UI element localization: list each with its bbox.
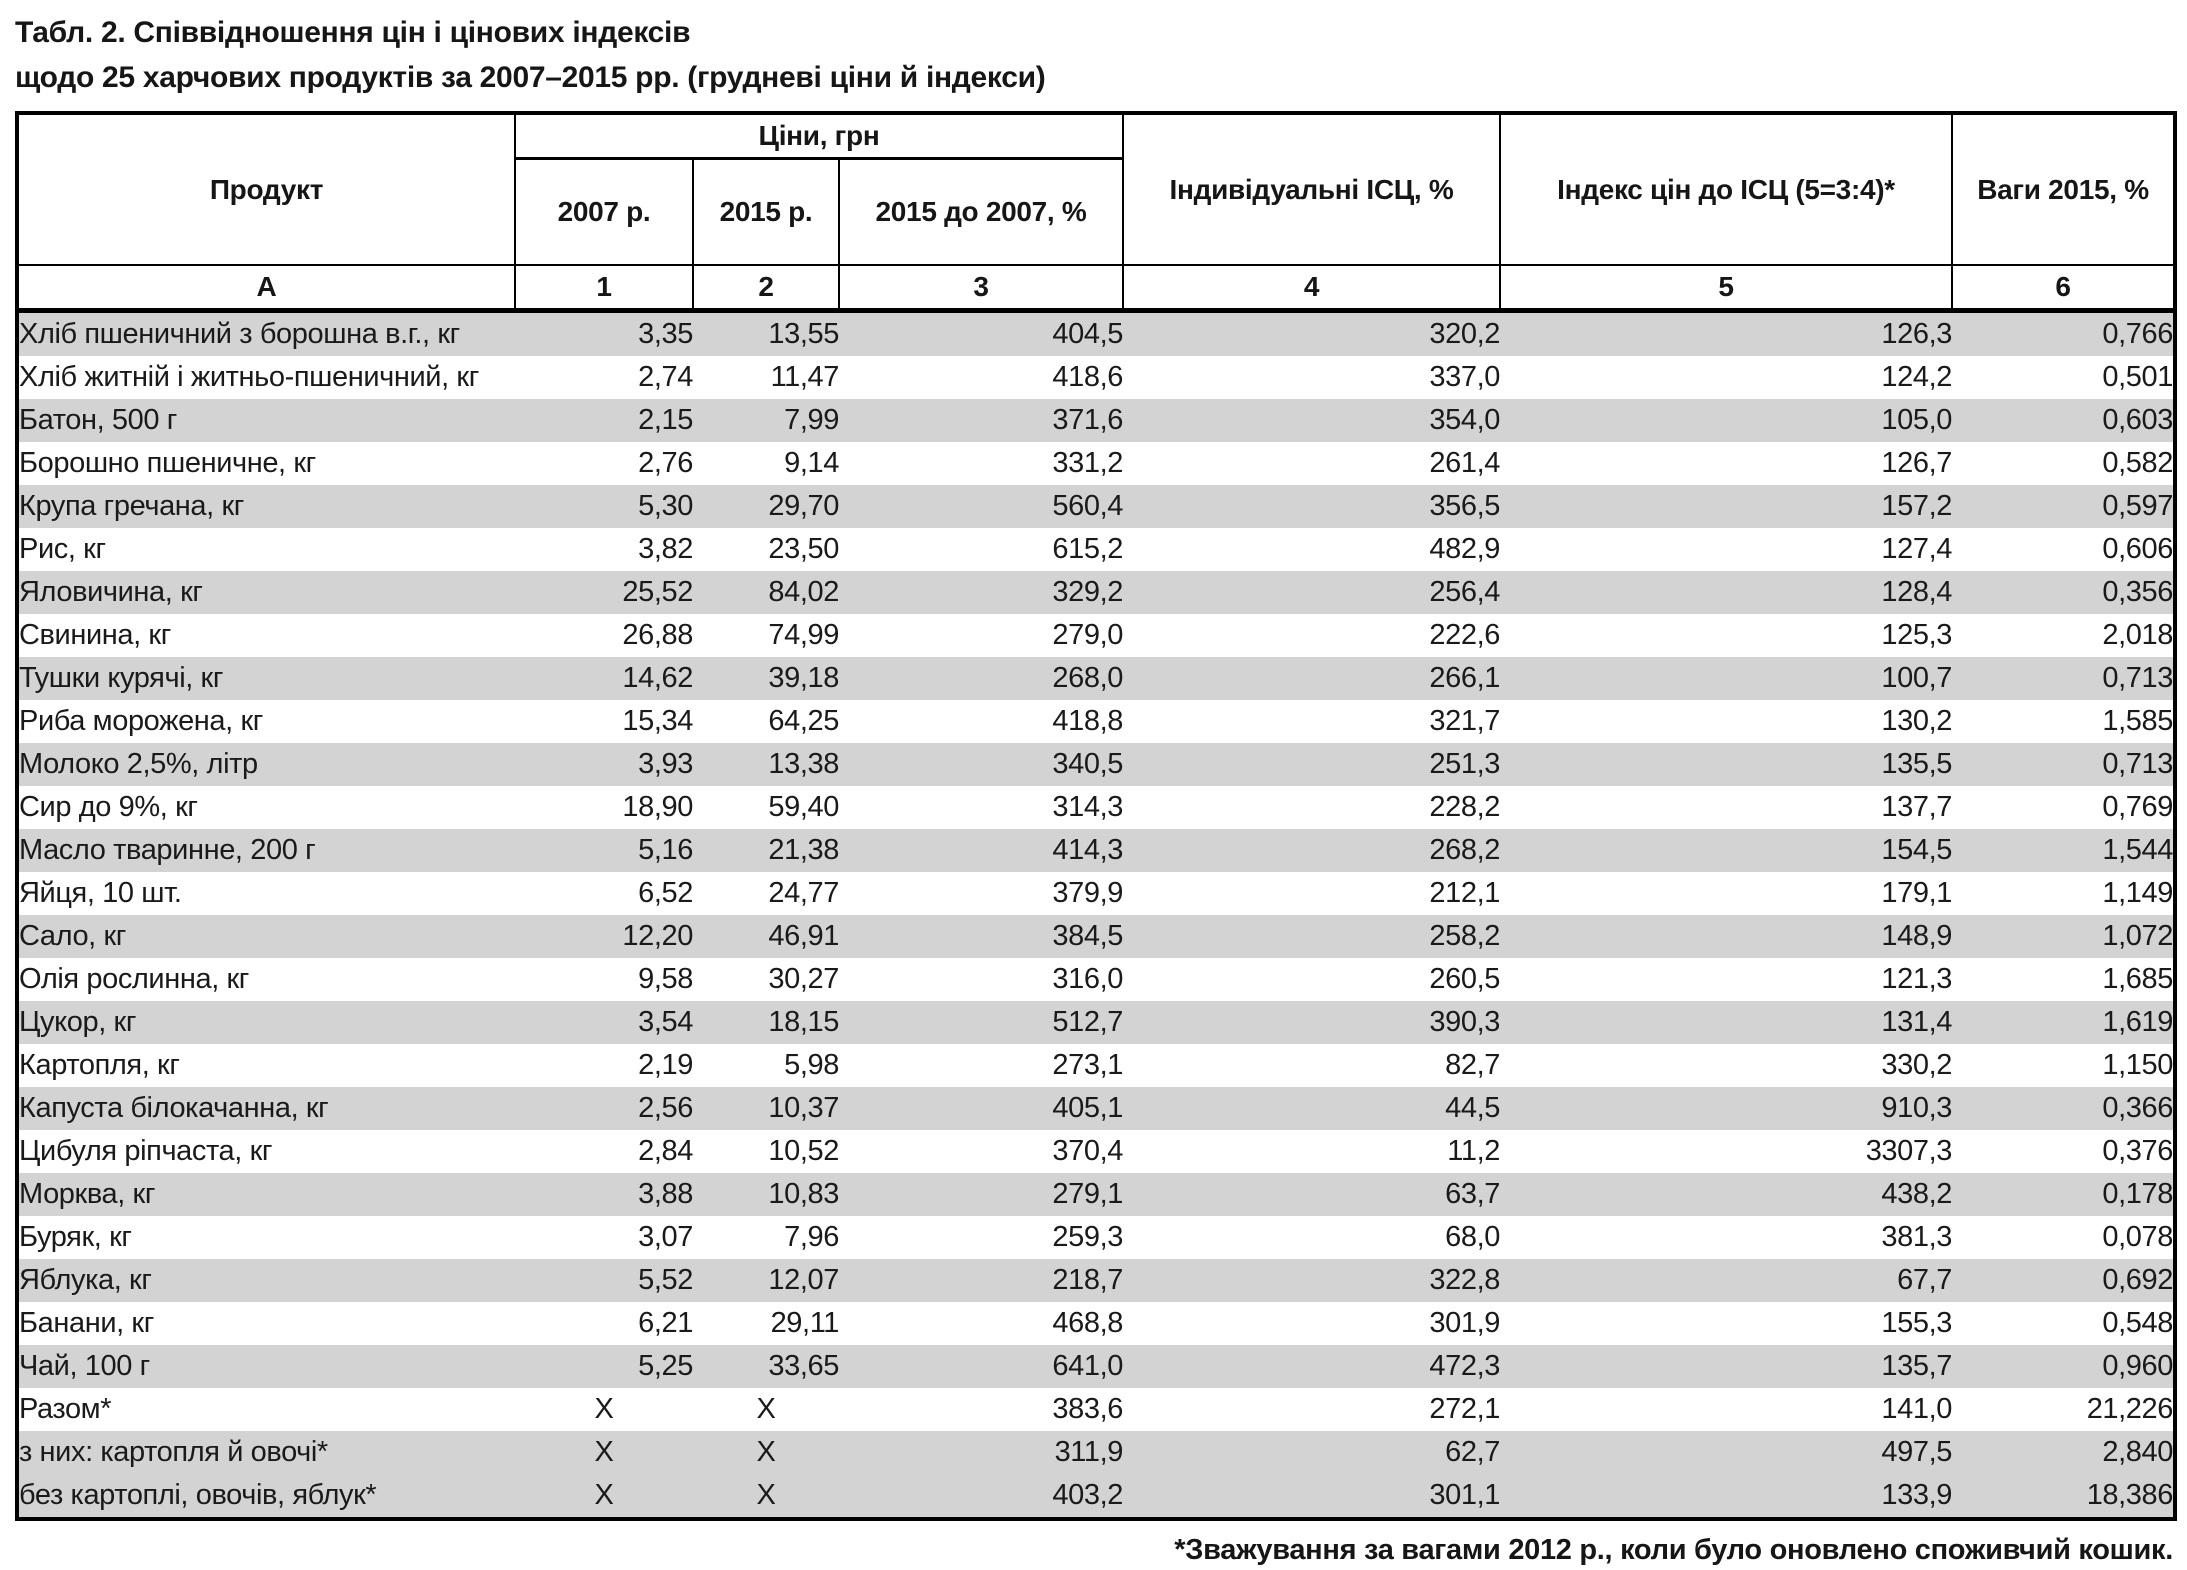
- value-cell: 0,582: [1952, 442, 2175, 485]
- value-cell: 130,2: [1500, 700, 1952, 743]
- value-cell: 6,21: [515, 1302, 693, 1345]
- value-cell: 13,38: [693, 743, 839, 786]
- table-row: [17, 1130, 2175, 1173]
- header-price-2015: 2015 р.: [693, 159, 839, 266]
- header-prices-group: Ціни, грн: [515, 113, 1123, 159]
- table-row: [17, 442, 2175, 485]
- column-index-4: 4: [1123, 265, 1500, 311]
- product-cell: Борошно пшеничне, кг: [17, 442, 515, 485]
- value-cell: 148,9: [1500, 915, 1952, 958]
- value-cell: 9,14: [693, 442, 839, 485]
- footnote: *Зважування за вагами 2012 р., коли було оновлено споживчий кошик.: [1174, 1534, 2173, 1566]
- value-cell: 7,96: [693, 1216, 839, 1259]
- value-cell: 0,501: [1952, 356, 2175, 399]
- column-index-3: 3: [839, 265, 1123, 311]
- value-cell: 12,07: [693, 1259, 839, 1302]
- value-cell: 154,5: [1500, 829, 1952, 872]
- product-cell: Разом*: [17, 1388, 515, 1431]
- value-cell: 1,072: [1952, 915, 2175, 958]
- value-cell: 63,7: [1123, 1173, 1500, 1216]
- value-cell: 472,3: [1123, 1345, 1500, 1388]
- value-cell: 0,603: [1952, 399, 2175, 442]
- value-cell: 266,1: [1123, 657, 1500, 700]
- value-cell: 12,20: [515, 915, 693, 958]
- value-cell: 405,1: [839, 1087, 1123, 1130]
- value-cell: 29,70: [693, 485, 839, 528]
- table-row: [17, 743, 2175, 786]
- value-cell: 512,7: [839, 1001, 1123, 1044]
- column-index-5: 5: [1500, 265, 1952, 311]
- value-cell: 228,2: [1123, 786, 1500, 829]
- table-row: [17, 1345, 2175, 1388]
- column-index-a: А: [17, 265, 515, 311]
- value-cell: 497,5: [1500, 1431, 1952, 1474]
- table-row: [17, 1173, 2175, 1216]
- value-cell: 314,3: [839, 786, 1123, 829]
- product-cell: Яблука, кг: [17, 1259, 515, 1302]
- product-cell: без картоплі, овочів, яблук*: [17, 1474, 515, 1519]
- table-row: [17, 915, 2175, 958]
- value-cell: 5,30: [515, 485, 693, 528]
- value-cell: 128,4: [1500, 571, 1952, 614]
- value-cell: 131,4: [1500, 1001, 1952, 1044]
- value-cell: 30,27: [693, 958, 839, 1001]
- header-row-column-index: [17, 265, 2175, 311]
- table-row: [17, 1302, 2175, 1345]
- value-cell: 1,619: [1952, 1001, 2175, 1044]
- value-cell: 10,37: [693, 1087, 839, 1130]
- table-row: [17, 1216, 2175, 1259]
- value-cell: 5,98: [693, 1044, 839, 1087]
- value-cell: 126,7: [1500, 442, 1952, 485]
- product-cell: Цукор, кг: [17, 1001, 515, 1044]
- value-cell: 0,766: [1952, 311, 2175, 357]
- value-cell: 482,9: [1123, 528, 1500, 571]
- value-cell: Х: [693, 1388, 839, 1431]
- value-cell: 0,692: [1952, 1259, 2175, 1302]
- table-row: [17, 485, 2175, 528]
- value-cell: 5,52: [515, 1259, 693, 1302]
- table-row: [17, 700, 2175, 743]
- value-cell: 155,3: [1500, 1302, 1952, 1345]
- value-cell: 418,8: [839, 700, 1123, 743]
- product-cell: Батон, 500 г: [17, 399, 515, 442]
- value-cell: 25,52: [515, 571, 693, 614]
- value-cell: 615,2: [839, 528, 1123, 571]
- value-cell: Х: [515, 1388, 693, 1431]
- product-cell: Рис, кг: [17, 528, 515, 571]
- value-cell: 33,65: [693, 1345, 839, 1388]
- value-cell: 329,2: [839, 571, 1123, 614]
- value-cell: 46,91: [693, 915, 839, 958]
- value-cell: 7,99: [693, 399, 839, 442]
- column-index-2: 2: [693, 265, 839, 311]
- table-row: [17, 958, 2175, 1001]
- value-cell: 261,4: [1123, 442, 1500, 485]
- value-cell: 560,4: [839, 485, 1123, 528]
- title-line-1: Табл. 2. Співвідношення цін і цінових індексів: [15, 16, 691, 49]
- value-cell: 105,0: [1500, 399, 1952, 442]
- table-row: [17, 1087, 2175, 1130]
- value-cell: 390,3: [1123, 1001, 1500, 1044]
- title-line-2: щодо 25 харчових продуктів за 2007–2015 рр. (грудневі ціни й індекси): [15, 61, 1046, 94]
- value-cell: 268,2: [1123, 829, 1500, 872]
- value-cell: 340,5: [839, 743, 1123, 786]
- value-cell: 301,9: [1123, 1302, 1500, 1345]
- table-row: [17, 614, 2175, 657]
- value-cell: 18,90: [515, 786, 693, 829]
- value-cell: 251,3: [1123, 743, 1500, 786]
- value-cell: 21,226: [1952, 1388, 2175, 1431]
- value-cell: Х: [693, 1474, 839, 1519]
- value-cell: 3307,3: [1500, 1130, 1952, 1173]
- header-product: Продукт: [17, 113, 515, 265]
- value-cell: 124,2: [1500, 356, 1952, 399]
- value-cell: Х: [693, 1431, 839, 1474]
- product-cell: Буряк, кг: [17, 1216, 515, 1259]
- product-cell: Молоко 2,5%, літр: [17, 743, 515, 786]
- product-cell: Хліб пшеничний з борошна в.г., кг: [17, 311, 515, 357]
- table-row: [17, 311, 2175, 357]
- value-cell: 0,606: [1952, 528, 2175, 571]
- value-cell: 2,19: [515, 1044, 693, 1087]
- value-cell: 26,88: [515, 614, 693, 657]
- value-cell: 44,5: [1123, 1087, 1500, 1130]
- value-cell: 3,54: [515, 1001, 693, 1044]
- value-cell: 910,3: [1500, 1087, 1952, 1130]
- table-body: [17, 311, 2175, 1520]
- value-cell: 64,25: [693, 700, 839, 743]
- value-cell: 18,386: [1952, 1474, 2175, 1519]
- value-cell: 10,52: [693, 1130, 839, 1173]
- product-cell: Картопля, кг: [17, 1044, 515, 1087]
- table-row: [17, 657, 2175, 700]
- value-cell: 218,7: [839, 1259, 1123, 1302]
- value-cell: 68,0: [1123, 1216, 1500, 1259]
- value-cell: 279,1: [839, 1173, 1123, 1216]
- product-cell: Хліб житній і житньо-пшеничний, кг: [17, 356, 515, 399]
- value-cell: 0,376: [1952, 1130, 2175, 1173]
- product-cell: Свинина, кг: [17, 614, 515, 657]
- table-row: [17, 1388, 2175, 1431]
- value-cell: 381,3: [1500, 1216, 1952, 1259]
- value-cell: 641,0: [839, 1345, 1123, 1388]
- product-cell: Сир до 9%, кг: [17, 786, 515, 829]
- table-row: [17, 872, 2175, 915]
- value-cell: 141,0: [1500, 1388, 1952, 1431]
- value-cell: 414,3: [839, 829, 1123, 872]
- value-cell: 135,5: [1500, 743, 1952, 786]
- value-cell: 137,7: [1500, 786, 1952, 829]
- value-cell: 14,62: [515, 657, 693, 700]
- value-cell: 2,018: [1952, 614, 2175, 657]
- value-cell: 256,4: [1123, 571, 1500, 614]
- value-cell: 62,7: [1123, 1431, 1500, 1474]
- table-row: [17, 1259, 2175, 1302]
- value-cell: 379,9: [839, 872, 1123, 915]
- product-cell: Чай, 100 г: [17, 1345, 515, 1388]
- value-cell: 126,3: [1500, 311, 1952, 357]
- value-cell: 0,597: [1952, 485, 2175, 528]
- value-cell: 5,25: [515, 1345, 693, 1388]
- value-cell: 3,35: [515, 311, 693, 357]
- value-cell: 0,078: [1952, 1216, 2175, 1259]
- table-row: [17, 399, 2175, 442]
- value-cell: 2,76: [515, 442, 693, 485]
- column-index-1: 1: [515, 265, 693, 311]
- value-cell: 337,0: [1123, 356, 1500, 399]
- value-cell: 2,56: [515, 1087, 693, 1130]
- product-cell: Цибуля ріпчаста, кг: [17, 1130, 515, 1173]
- value-cell: 74,99: [693, 614, 839, 657]
- value-cell: 59,40: [693, 786, 839, 829]
- value-cell: 383,6: [839, 1388, 1123, 1431]
- value-cell: 133,9: [1500, 1474, 1952, 1519]
- value-cell: 10,83: [693, 1173, 839, 1216]
- table-row: [17, 1044, 2175, 1087]
- value-cell: 311,9: [839, 1431, 1123, 1474]
- product-cell: Олія рослинна, кг: [17, 958, 515, 1001]
- value-cell: 301,1: [1123, 1474, 1500, 1519]
- value-cell: 0,178: [1952, 1173, 2175, 1216]
- table-row: [17, 786, 2175, 829]
- value-cell: 321,7: [1123, 700, 1500, 743]
- value-cell: 212,1: [1123, 872, 1500, 915]
- value-cell: 0,366: [1952, 1087, 2175, 1130]
- value-cell: 370,4: [839, 1130, 1123, 1173]
- value-cell: 259,3: [839, 1216, 1123, 1259]
- table-row: [17, 356, 2175, 399]
- value-cell: 1,585: [1952, 700, 2175, 743]
- header-ratio-2015-2007: 2015 до 2007, %: [839, 159, 1123, 266]
- value-cell: 179,1: [1500, 872, 1952, 915]
- value-cell: 125,3: [1500, 614, 1952, 657]
- value-cell: 331,2: [839, 442, 1123, 485]
- value-cell: 330,2: [1500, 1044, 1952, 1087]
- value-cell: 9,58: [515, 958, 693, 1001]
- value-cell: 135,7: [1500, 1345, 1952, 1388]
- value-cell: 15,34: [515, 700, 693, 743]
- table-row: [17, 1001, 2175, 1044]
- value-cell: 0,713: [1952, 743, 2175, 786]
- product-cell: Морква, кг: [17, 1173, 515, 1216]
- value-cell: 2,74: [515, 356, 693, 399]
- value-cell: 316,0: [839, 958, 1123, 1001]
- header-row-group: [17, 113, 2175, 159]
- value-cell: 273,1: [839, 1044, 1123, 1087]
- value-cell: 2,840: [1952, 1431, 2175, 1474]
- value-cell: 404,5: [839, 311, 1123, 357]
- value-cell: 320,2: [1123, 311, 1500, 357]
- product-cell: з них: картопля й овочі*: [17, 1431, 515, 1474]
- value-cell: 1,150: [1952, 1044, 2175, 1087]
- product-cell: Банани, кг: [17, 1302, 515, 1345]
- value-cell: 67,7: [1500, 1259, 1952, 1302]
- value-cell: 1,685: [1952, 958, 2175, 1001]
- value-cell: 1,544: [1952, 829, 2175, 872]
- product-cell: Яловичина, кг: [17, 571, 515, 614]
- value-cell: 100,7: [1500, 657, 1952, 700]
- table-row: [17, 1474, 2175, 1519]
- value-cell: 82,7: [1123, 1044, 1500, 1087]
- value-cell: 384,5: [839, 915, 1123, 958]
- value-cell: 403,2: [839, 1474, 1123, 1519]
- value-cell: 258,2: [1123, 915, 1500, 958]
- value-cell: 371,6: [839, 399, 1123, 442]
- table-title: [15, 10, 2172, 100]
- value-cell: 1,149: [1952, 872, 2175, 915]
- header-price-2007: 2007 р.: [515, 159, 693, 266]
- value-cell: 2,84: [515, 1130, 693, 1173]
- value-cell: 268,0: [839, 657, 1123, 700]
- value-cell: 3,88: [515, 1173, 693, 1216]
- value-cell: 23,50: [693, 528, 839, 571]
- value-cell: 438,2: [1500, 1173, 1952, 1216]
- table-row: [17, 829, 2175, 872]
- table-row: [17, 571, 2175, 614]
- value-cell: 322,8: [1123, 1259, 1500, 1302]
- product-cell: Крупа гречана, кг: [17, 485, 515, 528]
- value-cell: 272,1: [1123, 1388, 1500, 1431]
- value-cell: 468,8: [839, 1302, 1123, 1345]
- value-cell: 13,55: [693, 311, 839, 357]
- price-index-table: [15, 111, 2177, 1521]
- header-price-index-to-cpi: Індекс цін до ІСЦ (5=3:4)*: [1500, 113, 1952, 265]
- value-cell: 0,356: [1952, 571, 2175, 614]
- value-cell: 127,4: [1500, 528, 1952, 571]
- value-cell: 21,38: [693, 829, 839, 872]
- value-cell: 3,07: [515, 1216, 693, 1259]
- value-cell: 29,11: [693, 1302, 839, 1345]
- value-cell: 0,769: [1952, 786, 2175, 829]
- table-row: [17, 1431, 2175, 1474]
- value-cell: 260,5: [1123, 958, 1500, 1001]
- value-cell: 24,77: [693, 872, 839, 915]
- value-cell: 157,2: [1500, 485, 1952, 528]
- value-cell: 0,713: [1952, 657, 2175, 700]
- value-cell: 2,15: [515, 399, 693, 442]
- value-cell: 3,93: [515, 743, 693, 786]
- value-cell: Х: [515, 1474, 693, 1519]
- value-cell: 0,548: [1952, 1302, 2175, 1345]
- value-cell: 11,2: [1123, 1130, 1500, 1173]
- value-cell: 39,18: [693, 657, 839, 700]
- product-cell: Тушки курячі, кг: [17, 657, 515, 700]
- header-weights-2015: Ваги 2015, %: [1952, 113, 2175, 265]
- product-cell: Яйця, 10 шт.: [17, 872, 515, 915]
- header-individual-cpi: Індивідуальні ІСЦ, %: [1123, 113, 1500, 265]
- value-cell: 418,6: [839, 356, 1123, 399]
- value-cell: 5,16: [515, 829, 693, 872]
- product-cell: Риба морожена, кг: [17, 700, 515, 743]
- value-cell: 3,82: [515, 528, 693, 571]
- table-header: [17, 113, 2175, 311]
- value-cell: 18,15: [693, 1001, 839, 1044]
- value-cell: 6,52: [515, 872, 693, 915]
- value-cell: 84,02: [693, 571, 839, 614]
- value-cell: 11,47: [693, 356, 839, 399]
- value-cell: 222,6: [1123, 614, 1500, 657]
- value-cell: 356,5: [1123, 485, 1500, 528]
- value-cell: 121,3: [1500, 958, 1952, 1001]
- value-cell: Х: [515, 1431, 693, 1474]
- product-cell: Сало, кг: [17, 915, 515, 958]
- value-cell: 354,0: [1123, 399, 1500, 442]
- value-cell: 279,0: [839, 614, 1123, 657]
- product-cell: Масло тваринне, 200 г: [17, 829, 515, 872]
- table-row: [17, 528, 2175, 571]
- product-cell: Капуста білокачанна, кг: [17, 1087, 515, 1130]
- value-cell: 0,960: [1952, 1345, 2175, 1388]
- column-index-6: 6: [1952, 265, 2175, 311]
